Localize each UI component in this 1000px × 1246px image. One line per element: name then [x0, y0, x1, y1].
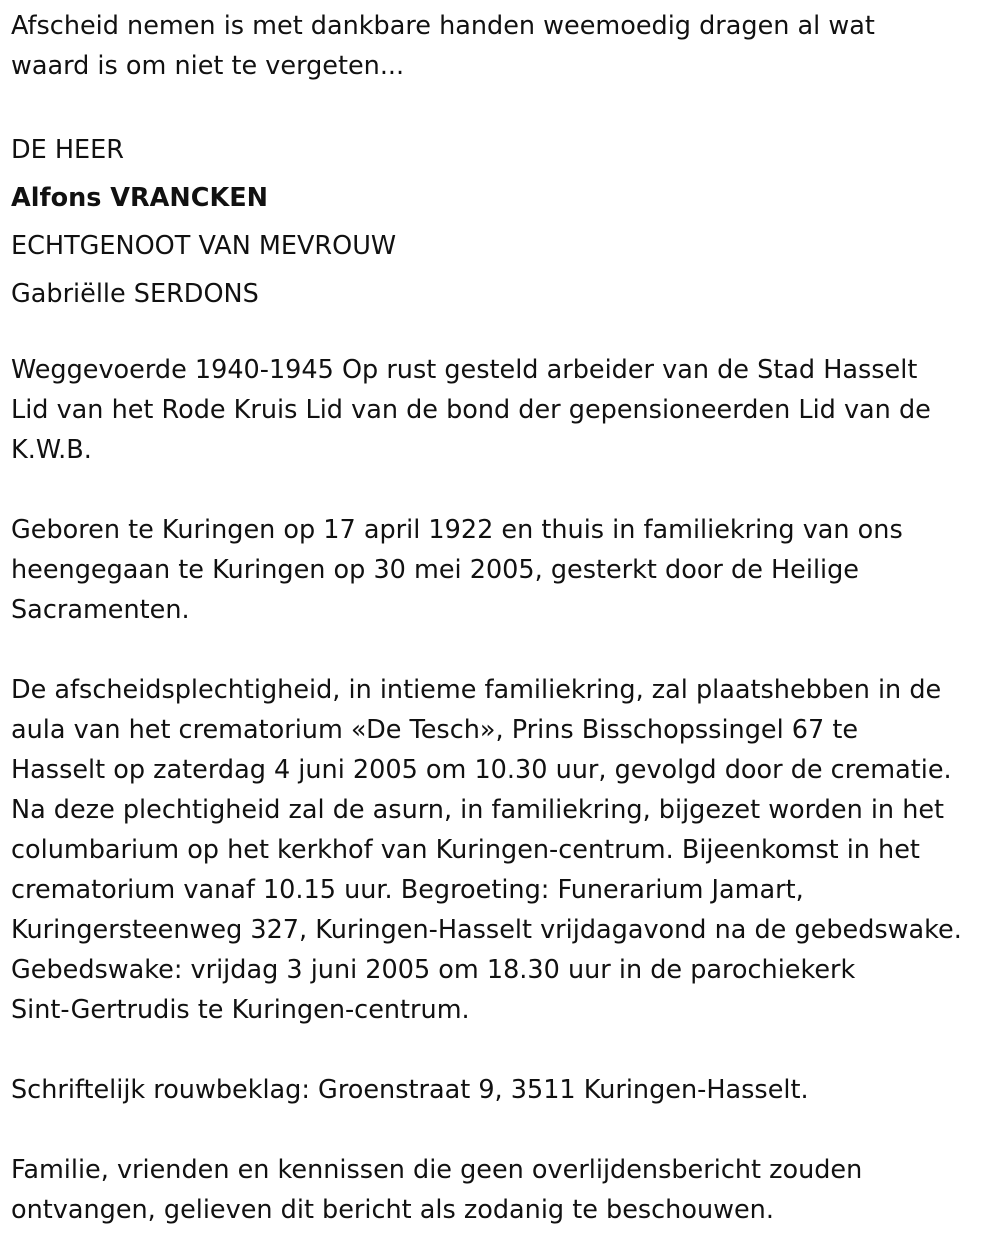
birth-line: Sacramenten. — [11, 595, 190, 625]
ceremony-line: aula van het crematorium «De Tesch», Prins Bisschopssingel 67 te — [11, 715, 859, 745]
occupation-paragraph — [11, 350, 931, 470]
intro-line: waard is om niet te vergeten... — [11, 51, 405, 81]
ceremony-line: columbarium op het kerkhof van Kuringen-centrum. Bijeenkomst in het — [11, 835, 920, 865]
closing-paragraph — [11, 1150, 862, 1230]
deceased-block — [11, 126, 991, 318]
condolence-line: Schriftelijk rouwbeklag: Groenstraat 9, 3511 Kuringen-Hasselt. — [11, 1075, 809, 1105]
spouse-name: Gabriëlle SERDONS — [11, 279, 259, 309]
ceremony-line: crematorium vanaf 10.15 uur. Begroeting: Funerarium Jamart, — [11, 875, 804, 905]
relation-label: ECHTGENOOT VAN MEVROUW — [11, 231, 397, 261]
deceased-name: Alfons VRANCKEN — [11, 183, 268, 213]
occupation-line: Lid van het Rode Kruis Lid van de bond der gepensioneerden Lid van de — [11, 395, 931, 425]
occupation-line: K.W.B. — [11, 435, 92, 465]
closing-line: ontvangen, gelieven dit bericht als zodanig te beschouwen. — [11, 1195, 774, 1225]
condolence-paragraph — [11, 1070, 809, 1110]
ceremony-line: Hasselt op zaterdag 4 juni 2005 om 10.30 uur, gevolgd door de crematie. — [11, 755, 952, 785]
birth-death-paragraph — [11, 510, 903, 630]
ceremony-line: Kuringersteenweg 327, Kuringen-Hasselt vrijdagavond na de gebedswake. — [11, 915, 962, 945]
occupation-line: Weggevoerde 1940-1945 Op rust gesteld arbeider van de Stad Hasselt — [11, 355, 918, 385]
birth-line: heengegaan te Kuringen op 30 mei 2005, gesterkt door de Heilige — [11, 555, 859, 585]
ceremony-line: Gebedswake: vrijdag 3 juni 2005 om 18.30 uur in de parochiekerk — [11, 955, 856, 985]
closing-line: Familie, vrienden en kennissen die geen overlijdensbericht zouden — [11, 1155, 863, 1185]
ceremony-line: De afscheidsplechtigheid, in intieme familiekring, zal plaatshebben in de — [11, 675, 942, 705]
ceremony-line: Sint-Gertrudis te Kuringen-centrum. — [11, 995, 470, 1025]
birth-line: Geboren te Kuringen op 17 april 1922 en thuis in familiekring van ons — [11, 515, 903, 545]
ceremony-line: Na deze plechtigheid zal de asurn, in familiekring, bijgezet worden in het — [11, 795, 945, 825]
intro-quote — [11, 6, 875, 86]
salutation: DE HEER — [11, 135, 124, 165]
intro-line: Afscheid nemen is met dankbare handen weemoedig dragen al wat — [11, 11, 875, 41]
ceremony-paragraph — [11, 670, 962, 1030]
